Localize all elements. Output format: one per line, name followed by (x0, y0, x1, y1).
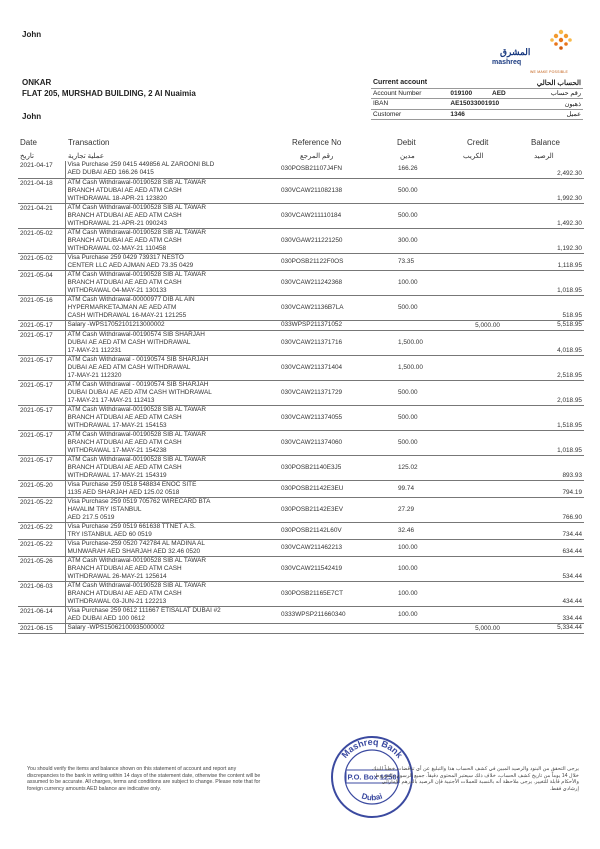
mashreq-logo (478, 26, 578, 76)
row-description (65, 253, 279, 270)
row-reference: 030VCAW211371729 (279, 380, 396, 405)
row-reference: 030POSB21140E3J5 (279, 455, 396, 480)
row-reference: 030POSB21122F0OS (279, 253, 396, 270)
row-description-line: WITHDRAWAL 17-MAY-21 154319 (67, 471, 167, 479)
row-date: 2021-06-03 (18, 581, 65, 606)
row-reference: 030VCAW21136B7LA (279, 295, 396, 320)
row-description-line: AED DUBAI AED 166.26 0415 (67, 169, 154, 176)
table-row (18, 380, 584, 405)
col-transaction-ar: عملية تجارية (68, 153, 105, 160)
row-description-line: BRANCH ATDUBAI AE AED ATM CASH (67, 463, 182, 471)
table-row (18, 405, 584, 430)
iban-value: AE15033001910 (448, 99, 518, 110)
row-description-line: AED DUBAI AED 100 0612 (67, 614, 145, 622)
customer-label: Customer (371, 109, 448, 120)
row-description-line: HAVALIM TRY ISTANBUL (67, 505, 142, 513)
row-reference (279, 623, 396, 633)
row-balance: 5,334.44 (526, 623, 584, 633)
row-debit: 500.00 (396, 380, 460, 405)
col-reference-ar: رقم المرجع (300, 153, 334, 160)
row-date: 2021-05-17 (18, 320, 65, 330)
row-credit (460, 556, 526, 581)
row-description-line: ATM Cash Withdrawal-00190528 SIB AL TAWAR (67, 178, 207, 186)
row-description (65, 522, 279, 539)
row-credit (460, 480, 526, 497)
row-debit: 500.00 (396, 430, 460, 455)
row-description-line: BRANCH ATDUBAI AE AED ATM CASH (67, 211, 182, 219)
row-reference: 030VCAW211110184 (279, 203, 396, 228)
account-number: 019100 (448, 88, 490, 99)
row-description (65, 455, 279, 480)
row-debit (396, 623, 460, 633)
row-credit (460, 497, 526, 522)
row-description-line: ATM Cash Withdrawal - 00190574 SIB SHARJAH (67, 355, 209, 363)
row-description-line: BRANCH ATDUBAI AE AED ATM CASH (67, 236, 182, 244)
row-description-line: Visa Purchase 259 0612 111667 ETISALAT DUBAI #2 (67, 606, 221, 614)
row-debit: 500.00 (396, 203, 460, 228)
row-balance: 734.44 (526, 522, 584, 539)
row-balance: 334.44 (526, 606, 584, 623)
row-date: 2021-05-22 (18, 497, 65, 522)
row-description-line: ATM Cash Withdrawal-00190528 SIB AL TAWAR (67, 203, 207, 211)
row-description (65, 556, 279, 581)
customer-label-ar: عميل (519, 109, 583, 120)
row-description-line: BRANCH ATDUBAI AE AED ATM CASH (67, 589, 182, 597)
row-reference: 030POSB21142E3EU (279, 480, 396, 497)
row-description-line: CASH WITHDRAWAL 16-MAY-21 121255 (67, 311, 187, 319)
row-description (65, 178, 279, 203)
row-reference: 033WPSP211371052 (279, 320, 396, 330)
row-credit (460, 228, 526, 253)
row-description-line: WITHDRAWAL 02-MAY-21 110458 (67, 244, 167, 252)
row-description-line: Salary -WPS17052101213000002 (67, 320, 165, 328)
row-date: 2021-05-22 (18, 522, 65, 539)
row-credit (460, 539, 526, 556)
row-description (65, 203, 279, 228)
row-description-line: 17-MAY-21 112320 (67, 371, 122, 379)
row-reference: 030VCAW211082138 (279, 178, 396, 203)
row-description-line: DUBAI DUBAI AE AED ATM CASH WITHDRAWAL (67, 388, 212, 396)
col-date: Date (20, 138, 37, 147)
row-date: 2021-05-04 (18, 270, 65, 295)
row-description (65, 228, 279, 253)
table-row (18, 295, 584, 320)
row-description-line: WITHDRAWAL 17-MAY-21 154238 (67, 446, 167, 454)
row-credit (460, 203, 526, 228)
row-debit: 500.00 (396, 178, 460, 203)
row-description-line: WITHDRAWAL 03-JUN-21 122213 (67, 597, 167, 605)
table-row (18, 161, 584, 178)
row-credit (460, 455, 526, 480)
row-debit: 500.00 (396, 405, 460, 430)
row-balance: 5,518.95 (526, 320, 584, 330)
row-reference: 030VGAW211221250 (279, 228, 396, 253)
row-balance: 2,492.30 (526, 161, 584, 178)
row-description-line: 17-MAY-21 17-MAY-21 112413 (67, 396, 155, 404)
row-date: 2021-05-26 (18, 556, 65, 581)
table-row (18, 228, 584, 253)
iban-label: IBAN (371, 99, 448, 110)
table-row (18, 497, 584, 522)
row-reference: 0333WPSP211660340 (279, 606, 396, 623)
row-date: 2021-05-17 (18, 380, 65, 405)
logo-text: mashreq (492, 59, 522, 66)
table-row (18, 480, 584, 497)
row-balance: 634.44 (526, 539, 584, 556)
row-date: 2021-05-17 (18, 455, 65, 480)
row-description-line: CENTER LLC AED AJMAN AED 73.35 0429 (67, 261, 194, 269)
table-row (18, 581, 584, 606)
row-description-line: Visa Purchase 259 0415 449856 AL ZAROONI BLD (67, 161, 215, 168)
table-row (18, 178, 584, 203)
row-reference: 030POSB21165E7CT (279, 581, 396, 606)
table-row (18, 203, 584, 228)
row-reference: 030VCAW211374055 (279, 405, 396, 430)
row-description (65, 497, 279, 522)
row-balance: 2,518.95 (526, 355, 584, 380)
stamp-top-text: Mashreq Bank (339, 736, 405, 760)
row-description-line: Visa Purchase-259 0520 742784 AL MADINA AL (67, 539, 205, 547)
row-description (65, 581, 279, 606)
row-debit: 100.00 (396, 556, 460, 581)
row-description-line: ATM Cash Withdrawal-00190528 SIB AL TAWAR (67, 581, 207, 589)
row-description-line: 1135 AED SHARJAH AED 125.02 0518 (67, 488, 180, 496)
row-description-line: WITHDRAWAL 04-MAY-21 130133 (67, 286, 167, 294)
table-row (18, 522, 584, 539)
row-description-line: DUBAI AE AED ATM CASH WITHDRAWAL (67, 363, 191, 371)
stamp-bottom-text: Dubai (360, 791, 384, 803)
account-title-ar: الحساب الحالي (519, 78, 583, 88)
stamp-middle-text: P.O. Box 1250 (347, 772, 397, 782)
row-debit: 100.00 (396, 581, 460, 606)
row-reference: 030POSB21142L60V (279, 522, 396, 539)
row-description-line: WITHDRAWAL 21-APR-21 090243 (67, 219, 167, 227)
row-reference: 030VCAW211371404 (279, 355, 396, 380)
row-credit (460, 178, 526, 203)
row-description-line: WITHDRAWAL 26-MAY-21 125614 (67, 572, 167, 580)
row-debit: 27.29 (396, 497, 460, 522)
row-balance: 1,118.95 (526, 253, 584, 270)
row-debit: 73.35 (396, 253, 460, 270)
row-balance: 534.44 (526, 556, 584, 581)
customer-address: FLAT 205, MURSHAD BUILDING, 2 Al Nuaimia (22, 89, 196, 98)
customer-name-bottom: John (22, 112, 42, 121)
row-balance: 766.90 (526, 497, 584, 522)
row-description-line: WITHDRAWAL 18-APR-21 123820 (67, 194, 167, 202)
row-description (65, 295, 279, 320)
col-reference: Reference No (292, 138, 342, 147)
row-balance: 2,018.95 (526, 380, 584, 405)
col-debit: Debit (397, 138, 416, 147)
row-balance: 4,018.95 (526, 330, 584, 355)
row-description-line: ATM Cash Withdrawal-00190528 SIB AL TAWAR (67, 455, 207, 463)
row-description (65, 539, 279, 556)
table-row (18, 253, 584, 270)
row-date: 2021-05-16 (18, 295, 65, 320)
row-balance: 518.95 (526, 295, 584, 320)
table-row (18, 556, 584, 581)
row-balance: 1,518.95 (526, 405, 584, 430)
table-row (18, 355, 584, 380)
row-balance: 1,992.30 (526, 178, 584, 203)
row-description-line: MUNWARAH AED SHARJAH AED 32.46 0520 (67, 547, 201, 555)
table-row (18, 623, 584, 633)
row-balance: 434.44 (526, 581, 584, 606)
customer-number: 1346 (448, 109, 518, 120)
row-description-line: BRANCH ATDUBAI AE AED ATM CASH (67, 186, 182, 194)
row-balance: 1,492.30 (526, 203, 584, 228)
account-currency: AED (490, 88, 519, 99)
logo-arabic: المشرق (500, 47, 531, 57)
row-description (65, 320, 279, 330)
row-debit (396, 320, 460, 330)
row-credit (460, 606, 526, 623)
row-description-line: ATM Cash Withdrawal-00190528 SIB AL TAWAR (67, 270, 207, 278)
col-debit-ar: مدين (400, 153, 415, 160)
row-balance: 893.93 (526, 455, 584, 480)
row-balance: 794.19 (526, 480, 584, 497)
table-row (18, 320, 584, 330)
row-credit: 5,000.00 (460, 320, 526, 330)
row-credit (460, 380, 526, 405)
row-credit: 5,000.00 (460, 623, 526, 633)
row-date: 2021-05-02 (18, 253, 65, 270)
row-description (65, 405, 279, 430)
row-date: 2021-05-17 (18, 330, 65, 355)
col-balance: Balance (531, 138, 560, 147)
row-date: 2021-05-22 (18, 539, 65, 556)
account-info-table (371, 78, 583, 120)
table-row (18, 539, 584, 556)
row-date: 2021-05-17 (18, 430, 65, 455)
account-title: Current account (371, 78, 448, 88)
row-debit: 100.00 (396, 270, 460, 295)
row-description-line: TRY ISTANBUL AED 60 0519 (67, 530, 152, 538)
row-date: 2021-04-17 (18, 161, 65, 178)
row-description (65, 270, 279, 295)
col-credit-ar: الكريب (463, 153, 484, 160)
row-description (65, 430, 279, 455)
row-date: 2021-04-18 (18, 178, 65, 203)
row-balance: 1,018.95 (526, 270, 584, 295)
row-reference: 030POSB21142E3EV (279, 497, 396, 522)
row-reference: 030VCAW211462213 (279, 539, 396, 556)
row-date: 2021-05-02 (18, 228, 65, 253)
row-date: 2021-06-15 (18, 623, 65, 633)
row-debit: 32.46 (396, 522, 460, 539)
row-description-line: BRANCH ATDUBAI AE AED ATM CASH (67, 438, 182, 446)
table-row (18, 455, 584, 480)
row-balance: 1,192.30 (526, 228, 584, 253)
row-description-line: ATM Cash Withdrawal-00190528 SIB AL TAWAR (67, 556, 207, 564)
row-credit (460, 161, 526, 178)
row-credit (460, 295, 526, 320)
row-description-line: ATM Cash Withdrawal-00190528 SIB AL TAWAR (67, 430, 207, 438)
col-credit: Credit (467, 138, 489, 147)
row-debit: 125.02 (396, 455, 460, 480)
row-reference: 030VCAW211242368 (279, 270, 396, 295)
row-credit (460, 270, 526, 295)
row-description-line: AED 217.5 0519 (67, 513, 115, 521)
row-debit: 166.26 (396, 161, 460, 178)
row-debit: 100.00 (396, 539, 460, 556)
col-balance-ar: الرصيد (534, 153, 554, 160)
row-description (65, 606, 279, 623)
transactions-table (18, 161, 584, 634)
row-debit: 1,500.00 (396, 355, 460, 380)
svg-text:Mashreq Bank (340, 737, 406, 761)
table-row (18, 270, 584, 295)
row-description-line: ATM Cash Withdrawal-00000977 DIB AL AIN (67, 295, 195, 303)
row-description-line: Visa Purchase 259 0429 739317 NESTO (67, 253, 184, 261)
row-reference: 030POSB21107J4FN (279, 161, 396, 178)
table-row (18, 606, 584, 623)
row-debit: 300.00 (396, 228, 460, 253)
row-debit: 100.00 (396, 606, 460, 623)
row-reference: 030VCAW211371716 (279, 330, 396, 355)
row-description-line: DUBAI AE AED ATM CASH WITHDRAWAL (67, 338, 191, 346)
row-description-line: BRANCH ATDUBAI AE AED ATM CASH (67, 278, 182, 286)
row-credit (460, 430, 526, 455)
row-description-line: 17-MAY-21 112231 (67, 346, 122, 354)
row-date: 2021-05-17 (18, 355, 65, 380)
row-description-line: BRANCH ATDUBAI AE AED ATM CASH (67, 564, 182, 572)
row-description (65, 380, 279, 405)
row-credit (460, 522, 526, 539)
row-credit (460, 581, 526, 606)
row-reference: 030VCAW211374060 (279, 430, 396, 455)
row-credit (460, 405, 526, 430)
row-description-line: ATM Cash Withdrawal-00190574 SIB SHARJAH (67, 330, 205, 338)
svg-text:Dubai (361, 792, 384, 803)
row-description-line: Visa Purchase 259 0519 705762 WIRECARD BTA (67, 497, 211, 505)
row-description (65, 623, 279, 633)
row-debit: 1,500.00 (396, 330, 460, 355)
row-date: 2021-05-20 (18, 480, 65, 497)
customer-name: ONKAR (22, 78, 52, 87)
row-description (65, 161, 279, 178)
footer-disclaimer-ar: يرجى التحقق من البنود والرصيد المبين في كشف الحساب هذا والتبليغ عن أي تناقضات خطياً للبنك خلال 14 يوماً من تاريخ كشف الحساب، خلاف ذلك سيعتبر المحتوى دقيقاً. جميع الرسوم والشروط والأحكام قابلة للتغيير. يرجى ملاحظة أنه بالنسبة للعملات الأجنبية فإن الرصيد بالدرهم الإماراتي إرشادي فقط. (372, 766, 579, 792)
customer-name-top: John (22, 30, 42, 39)
footer-disclaimer-en: You should verify the items and balance shown on this statement of account and report any discrepancies to the bank in writing within 14 days of the statement date, otherwise the content will be assumed to be accurate. All charges, terms and conditions are subject to change. Please note that for foreign currency amounts AED balance are indicative only. (27, 766, 261, 792)
account-number-label: Account Number (371, 88, 448, 99)
row-description (65, 355, 279, 380)
account-number-label-ar: رقم حساب (519, 88, 583, 99)
row-credit (460, 330, 526, 355)
logo-tagline: WE MAKE POSSIBLE (530, 70, 569, 74)
row-description (65, 480, 279, 497)
row-date: 2021-04-21 (18, 203, 65, 228)
col-transaction: Transaction (68, 138, 110, 147)
row-balance: 1,018.95 (526, 430, 584, 455)
row-description-line: Salary -WPS15062100935000002 (67, 623, 165, 631)
row-description-line: WITHDRAWAL 17-MAY-21 154153 (67, 421, 167, 429)
table-row (18, 330, 584, 355)
row-description (65, 330, 279, 355)
row-description-line: ATM Cash Withdrawal-00190528 SIB AL TAWAR (67, 228, 207, 236)
row-description-line: Visa Purchase 259 0518 548834 ENOC SITE (67, 480, 197, 488)
row-credit (460, 253, 526, 270)
row-date: 2021-06-14 (18, 606, 65, 623)
row-description-line: ATM Cash Withdrawal - 00190574 SIB SHARJAH (67, 380, 209, 388)
row-description-line: ATM Cash Withdrawal-00190528 SIB AL TAWAR (67, 405, 207, 413)
row-description-line: Visa Purchase 259 0519 661638 TTNET A.S. (67, 522, 196, 530)
row-reference: 030VCAW211542419 (279, 556, 396, 581)
row-debit: 500.00 (396, 295, 460, 320)
row-debit: 99.74 (396, 480, 460, 497)
row-description-line: HYPERMARKETAJMAN AE AED ATM (67, 303, 177, 311)
row-credit (460, 355, 526, 380)
table-row (18, 430, 584, 455)
col-date-ar: تاريخ (20, 153, 34, 160)
row-description-line: BRANCH ATDUBAI AE AED ATM CASH (67, 413, 182, 421)
iban-label-ar: ذهبون (519, 99, 583, 110)
row-date: 2021-05-17 (18, 405, 65, 430)
